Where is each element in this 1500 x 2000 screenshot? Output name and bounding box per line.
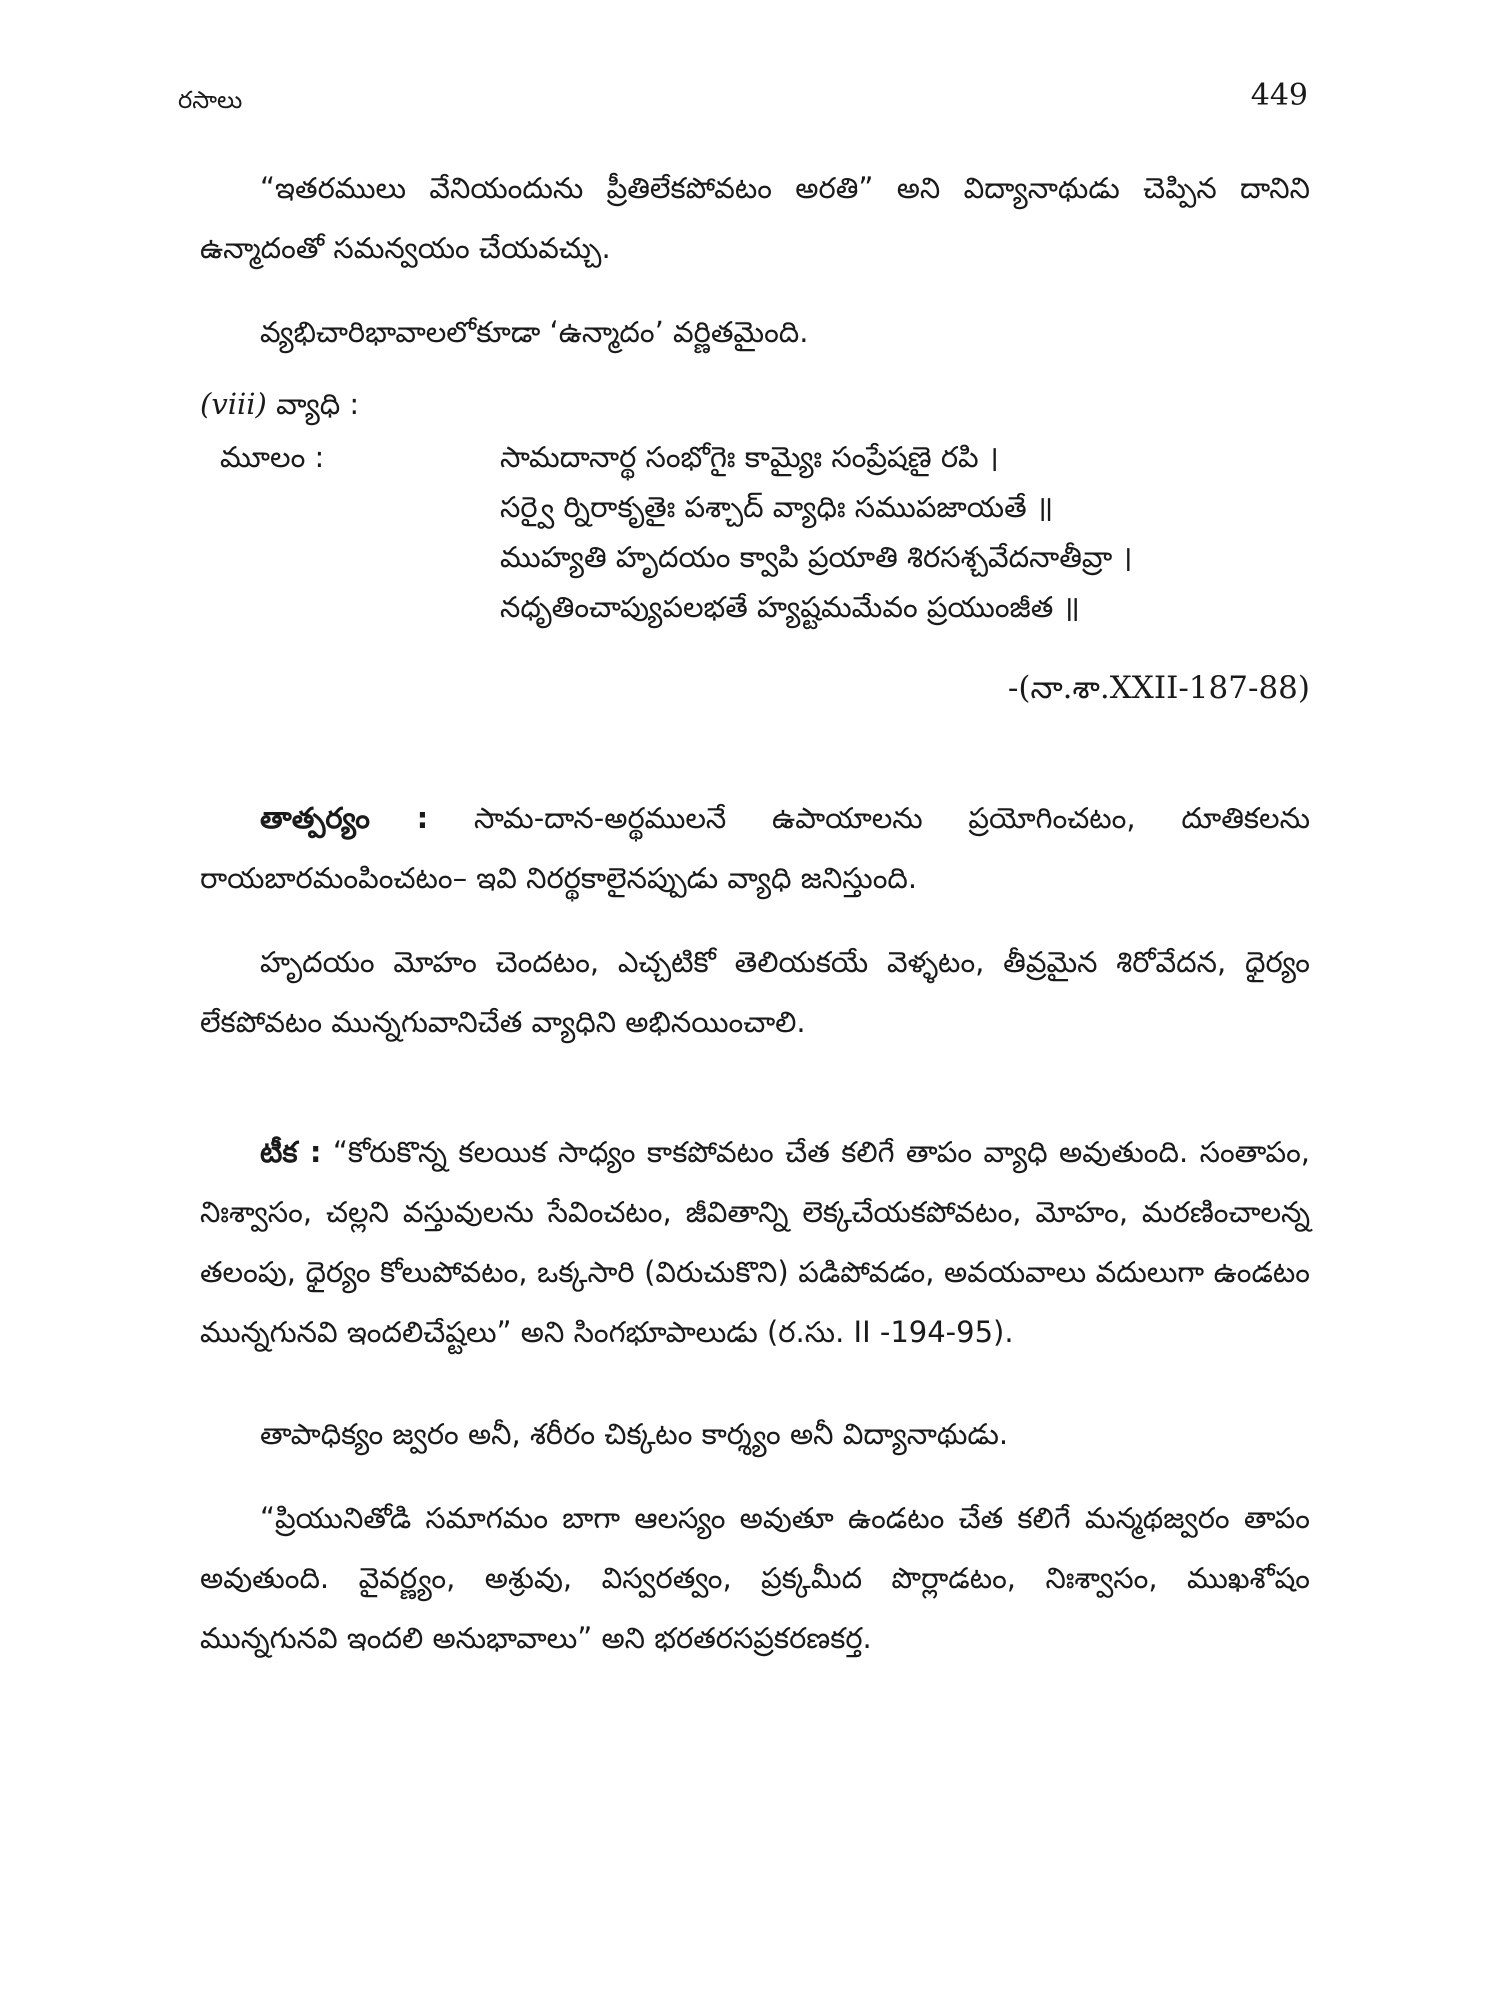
running-head: రసాలు [178,86,243,114]
section-heading [200,380,1310,428]
paragraph-tapadhikyam: తాపాధిక్యం జ్వరం అనీ, శరీరం చిక్కటం కార్శ్యం అనీ విద్యానాథుడు. [260,1417,1009,1451]
verse-line: సర్వై ర్నిరాకృతైః పశ్చాద్ వ్యాధిః సముపజాయతే ॥ [500,490,1054,524]
verse-line: సామదానార్థ సంభోగైః కామ్యైః సంప్రేషణై రపి । [500,440,999,474]
page-body [200,158,1310,1668]
paragraph-abhinaya: హృదయం మోహం చెందటం, ఎచ్చటికో తెలియకయే వెళ్ళటం, తీవ్రమైన శిరోవేదన, ధైర్యం లేకపోవటం మున్నగువానిచేత వ్యాధిని అభినయించాలి. [200,945,1310,1039]
section-title: వ్యాధి : [276,387,360,421]
paragraph-manmatha-jvaram: “ప్రియునితోడి సమాగమం బాగా ఆలస్యం అవుతూ ఉండటం చేత కలిగే మన్మథజ్వరం తాపం అవుతుంది. వైవర్ణ్యం, అశ్రువు, విస్వరత్వం, ప్రక్కమీద పొర్లాడటం, నిఃశ్వాసం, ముఖశోషం మున్నగునవి ఇందలి అనుభావాలు” అని భరతరసప్రకరణకర్త. [200,1501,1310,1655]
paragraph-arati: “ఇతరములు వేనియందును ప్రీతిలేకపోవటం అరతి” అని విద్యానాథుడు చెప్పిన దానిని ఉన్మాదంతో సమన్వయం చేయవచ్చు. [200,171,1310,265]
verse-block [200,432,1310,632]
paragraph-vyabhichari: వ్యభిచారిభావాలలోకూడా ‘ఉన్మాదం’ వర్ణితమైంది. [260,315,809,349]
verse-line: నధృతించాప్యుపలభతే హ్యష్టమమేవం ప్రయుంజీత ॥ [500,590,1080,624]
page-header [178,78,1308,128]
paragraph-tika [200,1122,1310,1362]
verse-lines [410,432,1310,632]
verse-line: ముహ్యతి హృదయం క్వాపి ప్రయాతి శిరసశ్చవేదనాతీవ్రా । [500,540,1133,574]
tika-text: “కోరుకొన్న కలయిక సాధ్యం కాకపోవటం చేత కలిగే తాపం వ్యాధి అవుతుంది. సంతాపం, నిఃశ్వాసం, చల్లని వస్తువులను సేవించటం, జీవితాన్ని లెక్కచేయకపోవటం, మోహం, మరణించాలన్న తలంపు, ధైర్యం కోలుపోవటం, ఒక్కసారి (విరుచుకొని) పడిపోవడం, అవయవాలు వదులుగా ఉండటం మున్నగునవి ఇందలిచేష్టలు” అని సింగభూపాలుడు (ర.సు. II -194-95). [200,1135,1310,1349]
verse-citation: -(నా.శా.XXII-187-88) [1007,670,1310,706]
paragraph-tatparyam [200,788,1310,908]
tatparyam-label: తాత్పర్యం : [260,801,429,835]
tika-label: టీక : [260,1135,322,1169]
page-number: 449 [1250,78,1308,113]
verse-label: మూలం : [220,440,325,474]
tatparyam-text: సామ-దాన-అర్థములనే ఉపాయాలను ప్రయోగించటం, దూతికలను రాయబారమంపించటం– ఇవి నిరర్థకాలైనప్పుడు వ్యాధి జనిస్తుంది. [200,801,1311,895]
section-number: (viii) [200,387,267,421]
